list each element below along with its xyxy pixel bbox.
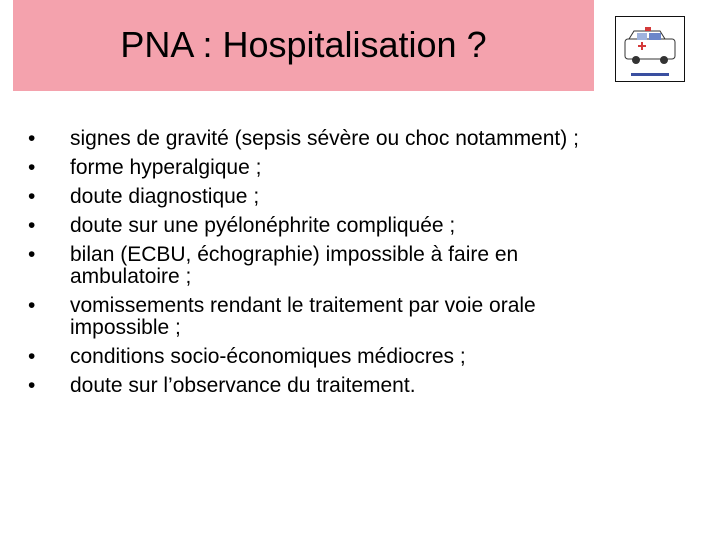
bullet-marker: •	[28, 243, 36, 266]
ambulance-logo	[615, 16, 685, 82]
bullet-text: conditions socio-économiques médiocres ;	[70, 345, 466, 368]
bullet-text: doute sur l’observance du traitement.	[70, 374, 416, 397]
bullet-marker: •	[28, 374, 36, 397]
list-item	[28, 157, 628, 179]
list-item	[28, 215, 628, 237]
bullet-list	[28, 128, 628, 404]
bullet-text: doute sur une pyélonéphrite compliquée ;	[70, 214, 456, 237]
list-item	[28, 375, 628, 397]
bullet-text: forme hyperalgique ;	[70, 156, 262, 179]
list-item	[28, 295, 628, 339]
bullet-marker: •	[28, 185, 36, 208]
bullet-marker: •	[28, 127, 36, 150]
bullet-marker: •	[28, 156, 36, 179]
list-item	[28, 346, 628, 368]
bullet-text: signes de gravité (sepsis sévère ou choc notamment) ;	[70, 127, 579, 150]
bullet-marker: •	[28, 294, 36, 317]
list-item	[28, 128, 628, 150]
bullet-text: bilan (ECBU, échographie) impossible à faire en ambulatoire ;	[70, 243, 519, 288]
title-banner	[13, 0, 594, 91]
slide-title: PNA : Hospitalisation ?	[120, 24, 487, 65]
bullet-marker: •	[28, 214, 36, 237]
list-item	[28, 186, 628, 208]
bullet-marker: •	[28, 345, 36, 368]
bullet-text: vomissements rendant le traitement par voie orale impossible ;	[70, 294, 536, 339]
bullet-text: doute diagnostique ;	[70, 185, 260, 208]
ambulance-icon	[616, 17, 684, 81]
list-item	[28, 244, 628, 288]
